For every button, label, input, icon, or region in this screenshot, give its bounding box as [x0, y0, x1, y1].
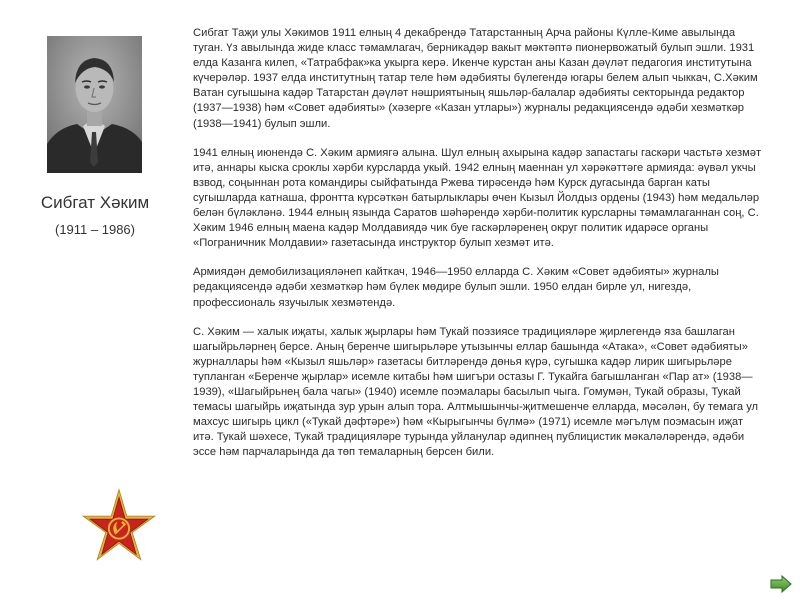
order-patriotic-war-icon — [80, 488, 158, 566]
next-slide-arrow-icon — [770, 575, 792, 593]
portrait-image — [47, 36, 142, 173]
person-years: (1911 – 1986) — [55, 222, 135, 237]
person-name: Сибгат Хәким — [40, 193, 150, 212]
biography-paragraph-2: 1941 елның июнендә С. Хәким армиягә алына. Шул елның ахырына кадәр запастагы гаскәри частьтә хезмәт итә, аннары кыска сроклы хәрби курсларда укый. 1942 елның маеннан ул хәрәкәттәге армияда: әүвәл укчы взвод, соңыннан рота командиры сыйфатында Ржева тирәсендә һәм Курск дугасында барган каты сугышларда катнаша, фронтта күрсәткән батырлыклары өчен Кызыл Йолдыз ордены (1943) һәм медальләр белән бүләкләнә. 1944 елның язында Саратов шәһәрендә хәрби-политик курсларны тәмамлаганнан соң, С. Хәким 1946 елның маена кадәр Молдавиядә чик буе гаскәрләренең округ политик идарәсе органы «Пограничник Молдавии» газетасында инструктор булып хезмәт итә. — [193, 146, 762, 250]
biography-text — [193, 26, 763, 474]
portrait-photo — [47, 36, 142, 173]
biography-paragraph-3: Армиядән демобилизацияләнеп кайткач, 1946—1950 елларда С. Хәким «Совет әдәбияты» журналы редакциясендә әдәби хезмәткәр һәм бүлек мөдире булып эшли. 1950 елдан бирле ул, нигездә, профессиональ язучылык хезмәтендә. — [193, 266, 719, 309]
biography-paragraph-1: Сибгат Таҗи улы Хәкимов 1911 елның 4 декабрендә Татарстанның Арча районы Күлле-Киме авылында туган. Үз авылында жиде класс тәмамлагач, берникадәр вакыт мәктәптә пионервожатый булып эшли. 1931 елда Казанга килеп, «Татрабфак»ка укырга керә. Икенче курстан аны Казан дәүләт педагогия институтына күчерәләр. 1937 елда институтның татар теле һәм әдәбияты бүлегендә югары белем алып чыккач, С.Хәким Ватан сугышына кадәр Татарстан дәүләт нәшриятының яшьләр-балалар әдәбияты секторында редактор (1937—1938) һәм «Совет әдәбияты» (хәзерге «Казан утлары») журналы редакциясендә әдәби хезмәткәр (1938—1941) булып эшли. — [193, 27, 758, 130]
next-slide-button[interactable] — [770, 575, 792, 593]
biography-paragraph-4: С. Хәким — халык иҗаты, халык җырлары һәм Тукай поэзиясе традицияләре җирлегендә яза башлаган шагыйрьләрнең берсе. Аның беренче шигырьләре утызынчы еллар башында «Атака», «Совет әдәбияты» журналлары һәм «Кызыл яшьләр» газетасы битләрендә дөнья күрә, сугышка кадәр лирик шигырьләре тупланган «Беренче җырлар» исемле китабы һәм шигъри остазы Г. Тукайга багышланган «Пар ат» (1938—1939), «Шагыйрьнең бала чагы» (1940) исемле поэмалары басылып чыга. Гомумән, Тукай образы, Тукай темасы шагыйрь иҗатында зур урын алып тора. Алтмышынчы-җитмешенче елларда, мәсәлән, бу темага ул махсус шигырь цикл («Тукай дәфтәре») һәм «Кырыгынчы бүлмә» (1971) исемле мәгълүм поэмасын иҗат итә. Тукай шәхесе, Тукай традицияләре турында уйланулар әдипнең публицистик мәкаләләрендә, әдәби эссе һәм парчаларында да төп темаларның берсен били. — [193, 325, 759, 459]
